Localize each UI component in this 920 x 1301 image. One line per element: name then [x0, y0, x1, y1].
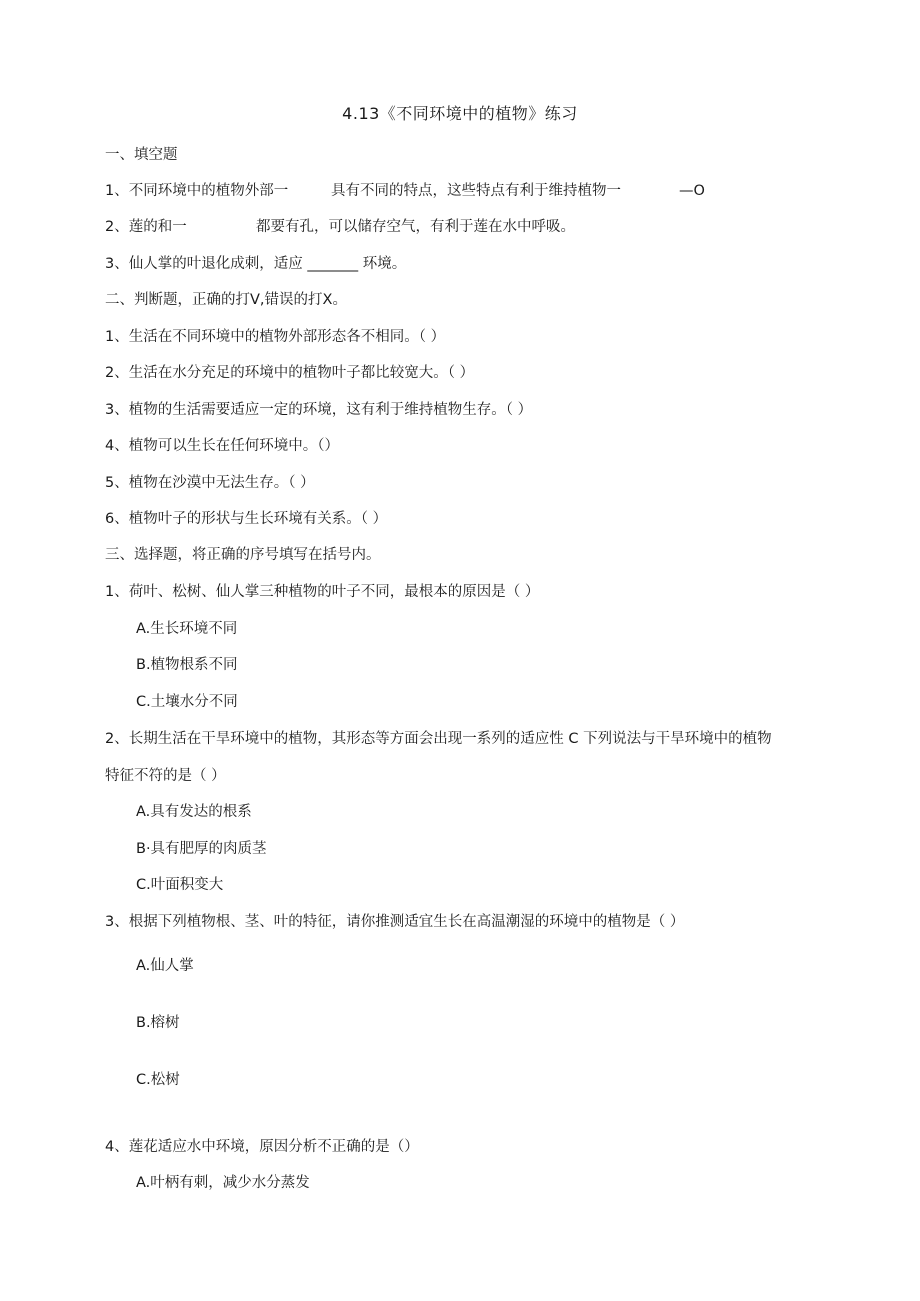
fill-question-1	[105, 180, 805, 202]
choice-q1-stem: 1、荷叶、松树、仙人掌三种植物的叶子不同，最根本的原因是（ ）	[105, 584, 540, 600]
choice-q2-option-a: A.具有发达的根系	[136, 804, 252, 820]
choice-q1-option-c: C.土壤水分不同	[136, 694, 238, 710]
section3-heading: 三、选择题，将正确的序号填写在括号内。	[105, 547, 381, 563]
choice-q3-option-a: A.仙人掌	[136, 958, 194, 974]
choice-q4-stem: 4、莲花适应水中环境，原因分析不正确的是（）	[105, 1139, 419, 1155]
fill-q2-part2: 都要有孔，可以储存空气，有利于莲在水中呼吸。	[256, 219, 575, 235]
choice-q2-option-c: C.叶面积变大	[136, 877, 224, 893]
judge-item-6: 6、植物叶子的形状与生长环境有关系。（ ）	[105, 511, 388, 527]
judge-item-4: 4、植物可以生长在任何环境中。（）	[105, 438, 339, 454]
fill-q1-part2: 具有不同的特点，这些特点有利于维持植物一	[331, 183, 621, 199]
choice-q3-stem: 3、根据下列植物根、茎、叶的特征，请你推测适宜生长在高温潮湿的环境中的植物是（ ）	[105, 914, 685, 930]
choice-q4-option-a: A.叶柄有刺，减少水分蒸发	[136, 1175, 310, 1191]
choice-q1-option-b: B.植物根系不同	[136, 657, 238, 673]
page-title: 4.13《不同环境中的植物》练习	[342, 104, 578, 123]
choice-q2-stem-line2: 特征不符的是（ ）	[105, 768, 226, 784]
fill-question-2	[105, 216, 805, 238]
section1-heading: 一、填空题	[105, 147, 178, 163]
fill-q2-part1: 2、莲的和一	[105, 219, 187, 235]
fill-q1-part1: 1、不同环境中的植物外部一	[105, 183, 289, 199]
choice-q2-option-b: B·具有肥厚的肉质茎	[136, 841, 267, 857]
judge-item-5: 5、植物在沙漠中无法生存。（ ）	[105, 475, 315, 491]
fill-q1-part3: —O	[679, 183, 705, 199]
choice-q3-option-b: B.榕树	[136, 1015, 180, 1031]
choice-q2-stem-line1: 2、长期生活在干旱环境中的植物，其形态等方面会出现一系列的适应性 C 下列说法与干旱环境中的植物	[105, 731, 772, 747]
choice-q1-option-a: A.生长环境不同	[136, 621, 238, 637]
judge-item-3: 3、植物的生活需要适应一定的环境，这有利于维持植物生存。（ ）	[105, 402, 533, 418]
choice-q3-option-c: C.松树	[136, 1072, 180, 1088]
judge-item-1: 1、生活在不同环境中的植物外部形态各不相同。（ ）	[105, 329, 446, 345]
fill-question-3: 3、仙人掌的叶退化成刺，适应 _______ 环境。	[105, 256, 407, 272]
judge-item-2: 2、生活在水分充足的环境中的植物叶子都比较宽大。（ ）	[105, 365, 475, 381]
section2-heading: 二、判断题，正确的打V,错误的打X。	[105, 292, 347, 308]
